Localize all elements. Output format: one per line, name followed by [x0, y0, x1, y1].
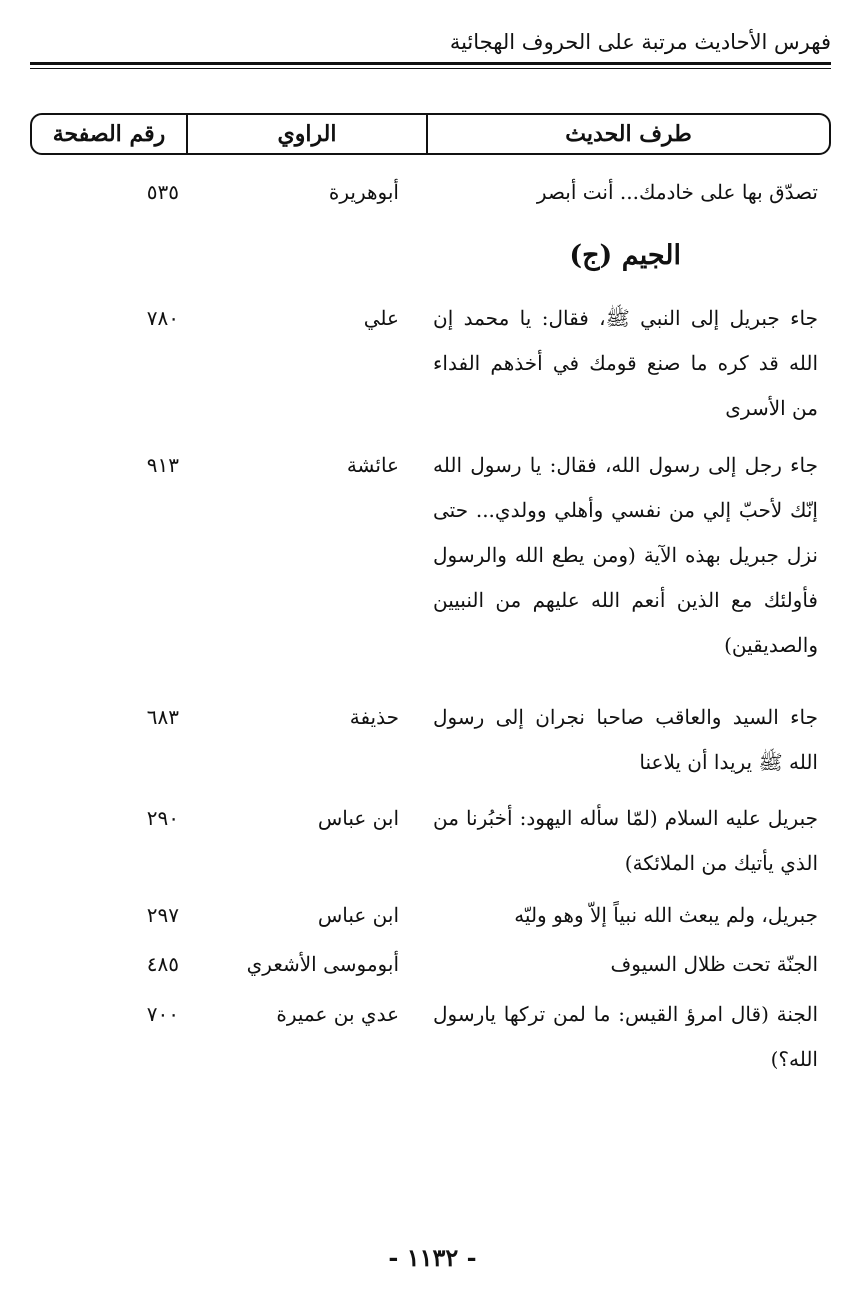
- narrator: حذيفة: [349, 705, 399, 729]
- column-header-narrator: الراوي: [186, 115, 426, 153]
- narrator: عائشة: [346, 453, 399, 477]
- header-rule-thick: [30, 62, 831, 65]
- narrator: ابن عباس: [317, 903, 399, 927]
- narrator: أبوهريرة: [328, 180, 399, 204]
- hadith-text: الجنّة تحت ظلال السيوف: [610, 952, 818, 976]
- narrator: علي: [363, 306, 399, 330]
- narrator: أبوموسى الأشعري: [246, 952, 399, 976]
- column-header-hadith: طرف الحديث: [426, 115, 829, 153]
- running-header: فهرس الأحاديث مرتبة على الحروف الهجائية: [449, 30, 831, 54]
- section-heading: الجيم (ج): [569, 240, 681, 271]
- column-headers: [30, 113, 831, 155]
- narrator: عدي بن عميرة: [276, 1002, 399, 1026]
- hadith-text: جاء السيد والعاقب صاحبا نجران إلى رسول الله ﷺ يريدا أن يلاعنا: [433, 705, 818, 774]
- hadith-text: جبريل، ولم يبعث الله نبياً إلاّ وهو وليّه: [514, 903, 818, 927]
- narrator: ابن عباس: [317, 806, 399, 830]
- page-number: - ١١٣٢ -: [388, 1243, 477, 1272]
- page-ref: ٢٩٧: [146, 903, 179, 927]
- page-ref: ٤٨٥: [146, 952, 179, 976]
- page-ref: ٧٠٠: [146, 1002, 179, 1026]
- header-rule-thin: [30, 68, 831, 69]
- page-ref: ٢٩٠: [146, 806, 179, 830]
- page-ref: ٥٣٥: [146, 180, 179, 204]
- hadith-text: الجنة (قال امرؤ القيس: ما لمن تركها يارسول الله؟): [433, 1002, 818, 1071]
- page-ref: ٦٨٣: [146, 705, 179, 729]
- page-ref: ٧٨٠: [146, 306, 179, 330]
- hadith-text: تصدّق بها على خادمك... أنت أبصر: [536, 180, 818, 204]
- column-header-page: رقم الصفحة: [52, 121, 166, 147]
- page-ref: ٩١٣: [146, 453, 179, 477]
- hadith-text: جاء رجل إلى رسول الله، فقال: يا رسول الله إنّك لأحبّ إلي من نفسي وأهلي وولدي... حتى نزل جبريل بهذه الآية (ومن يطع الله والرسول فأولئك مع الذين أنعم الله عليهم من النبيين والصديقين): [433, 453, 818, 657]
- hadith-text: جبريل عليه السلام (لمّا سأله اليهود: أخبُرنا من الذي يأتيك من الملائكة): [433, 806, 818, 875]
- hadith-text: جاء جبريل إلى النبي ﷺ، فقال: يا محمد إن الله قد كره ما صنع قومك في أخذهم الفداء من الأسرى: [433, 306, 818, 420]
